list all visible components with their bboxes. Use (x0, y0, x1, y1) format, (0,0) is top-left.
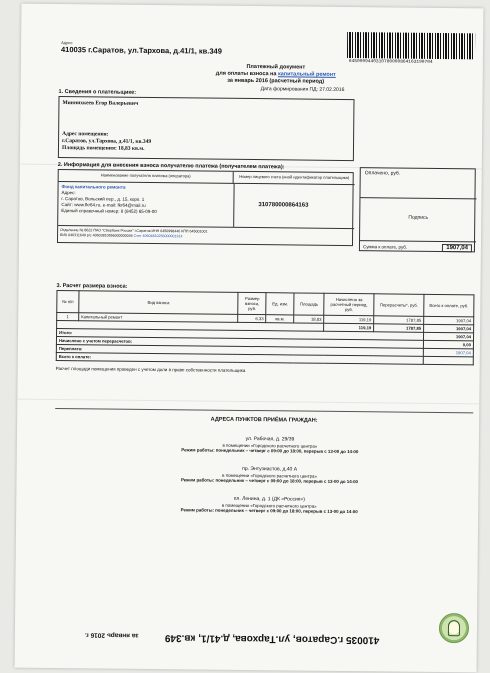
payer-box (58, 96, 355, 161)
point-mode: Режим работы: понедельник – четверг с 09:00 до 18:00, перерыв с 13-00 до 14-00 (181, 447, 359, 455)
summary-value: 0,00 (423, 340, 473, 349)
row-area: 18,83 (294, 315, 324, 323)
premises-value: г.Саратов, ул.Тархова, д.41/1, кв.349 (62, 138, 152, 145)
column-divider (233, 184, 234, 227)
point-address: пр. Энтузиастов, д.40 А (242, 465, 298, 473)
section1-heading: 1. Сведения о плательщике: (58, 88, 137, 96)
fold-line (17, 399, 479, 405)
signature-cell (360, 198, 476, 241)
header-area: Площадь (294, 293, 324, 315)
point-item (134, 496, 404, 515)
row-number: 1 (57, 312, 79, 320)
stamp-icon (448, 620, 460, 636)
fund-name: Фонд капитального ремонта (61, 184, 126, 190)
payment-document (15, 4, 484, 673)
row-total: 1907,04 (424, 316, 474, 325)
address-label: Адрес (61, 40, 73, 46)
receiver-address: г. Саратов, Вольский пер., д. 15, корп. 1 (61, 196, 145, 202)
point-mode: Режим работы: понедельник – четверг с 09:00 до 18:00, перерыв с 13-00 до 14-00 (180, 477, 359, 485)
row-rate: 6,33 (238, 314, 266, 322)
summary-value: 1907,04 (423, 348, 473, 357)
point-org: в помещении «Городского расчетного центра» (222, 442, 318, 449)
header-charged: Начислено за расчетный период, руб. (324, 293, 374, 316)
capital-repair-link[interactable]: капитальный ремонт (277, 71, 336, 78)
summary-label: Переплата: (56, 344, 423, 356)
account-number: 310780000864163 (258, 202, 309, 209)
bank-line-2: БИК 046311649 р/с 40603810556000000046 Счет 40604810256000001914 (60, 233, 183, 239)
summary-value: 1907,04 (424, 332, 474, 341)
subtotal-recalc: 1787,85 (374, 324, 424, 333)
stamp-logo (439, 613, 469, 643)
document-title (171, 63, 381, 86)
point-org: в помещении «Городского расчетного центра» (221, 502, 317, 509)
receiver-info (61, 184, 226, 216)
premises-area: Площадь помещения: 18,83 кв.м. (61, 145, 145, 152)
subtotal-charged: 119,19 (324, 323, 374, 332)
bank-details (58, 225, 354, 243)
payer-name: Миннихкеев Егор Валерьевич (62, 100, 139, 107)
point-mode: Режим работы: понедельник – четверг с 09:00 до 18:00, перерыв с 13-00 до 14-00 (180, 507, 358, 515)
area-note: Расчет площади помещения проведен с учетом доли в праве собственности плательщика (55, 365, 246, 373)
row-recalc: 1787,85 (374, 316, 424, 325)
row-unit: кв.м. (266, 315, 294, 323)
receiver-site: Сайт: www.fkr64.ru, e-mail: fkr64@mail.ru (61, 202, 146, 208)
receiver-box (57, 169, 354, 246)
back-month: за январь 2016 г. (84, 631, 139, 639)
sum-label: Сумма к оплате, руб. (362, 244, 408, 250)
point-address: ул. Рабочая, д. 29/39 (245, 435, 295, 443)
receiver-phone: Единый справочный номер: 8 (8452) 65-09-00 (61, 208, 157, 215)
header-address: 410035 г.Саратов, ул.Тархова, д.41/1, кв.349 (60, 45, 222, 56)
summary-value (423, 356, 473, 365)
reception-points (54, 408, 473, 527)
summary-label: Начислено с учетом перерасчетов: (56, 336, 423, 348)
bank-account-link[interactable]: Счет 40604810256000001914 (133, 233, 183, 239)
section3-heading: 3. Расчет размера взноса: (56, 282, 128, 290)
points-title: АДРЕСА ПУНКТОВ ПРИЁМА ГРАЖДАН: (210, 416, 318, 424)
header-recalc: Перерасчеты*, руб. (374, 294, 424, 317)
header-total: Всего к оплате, руб. (424, 294, 474, 317)
header-rate: Размер взноса, руб. (238, 292, 266, 314)
bank-line-1: Отделение № 8622 ПАО "Сбербанк России" г.Саратов ИНН 6450998440 КПП 645001001 (60, 228, 208, 234)
premises-label: Адрес помещения: (62, 131, 109, 138)
paid-box (359, 167, 476, 252)
point-address: пл. Ленина, д. 1 (ДК «Россия») (233, 495, 305, 503)
calculation-table (56, 290, 475, 365)
subtotal-total: 1907,04 (424, 324, 474, 333)
header-unit: Ед. изм. (266, 293, 294, 315)
header-type: Вид взноса (79, 291, 239, 315)
paid-cell (360, 168, 476, 199)
point-item (135, 436, 405, 455)
barcode (347, 32, 475, 59)
signature-label: Подпись (408, 214, 429, 221)
back-address: 410035 г.Саратов, ул.Тархова, д.41/1, кв.349 (164, 632, 380, 646)
formation-date: Дата формирования ПД: 27.02.2016 (260, 86, 345, 93)
title-line-2: для оплаты взноса на капитальный ремонт (215, 70, 336, 78)
barcode-number: 6450999440310780000864163190704 (348, 59, 433, 65)
row-type: Капитальный ремонт (79, 313, 239, 323)
receiver-address-label: Адрес: (61, 190, 76, 196)
paid-label: Оплачено, руб. (364, 170, 401, 177)
account-column-header: Номер лицевого счета (иной идентификатор плательщика) (234, 172, 355, 185)
summary-label: Всего к оплате: (56, 352, 423, 364)
point-org: в помещении «Городского расчетного центра» (222, 472, 317, 479)
point-item (134, 466, 404, 485)
title-line-1: Платежный документ (246, 63, 306, 71)
receiver-column-header: Наименование получателя платежа (оператора) (59, 170, 234, 184)
header-number: № п/п (57, 290, 79, 312)
sum-value: 1907,04 (442, 244, 472, 252)
row-charged: 119,19 (324, 315, 374, 324)
summary-label: Итого: (57, 328, 424, 340)
title-line-3: за январь 2016 (расчетный период) (227, 77, 325, 85)
sum-row (360, 240, 476, 253)
section2-heading: 2. Информация для внесения взноса получателю платежа (получателем платежа): (57, 161, 285, 171)
